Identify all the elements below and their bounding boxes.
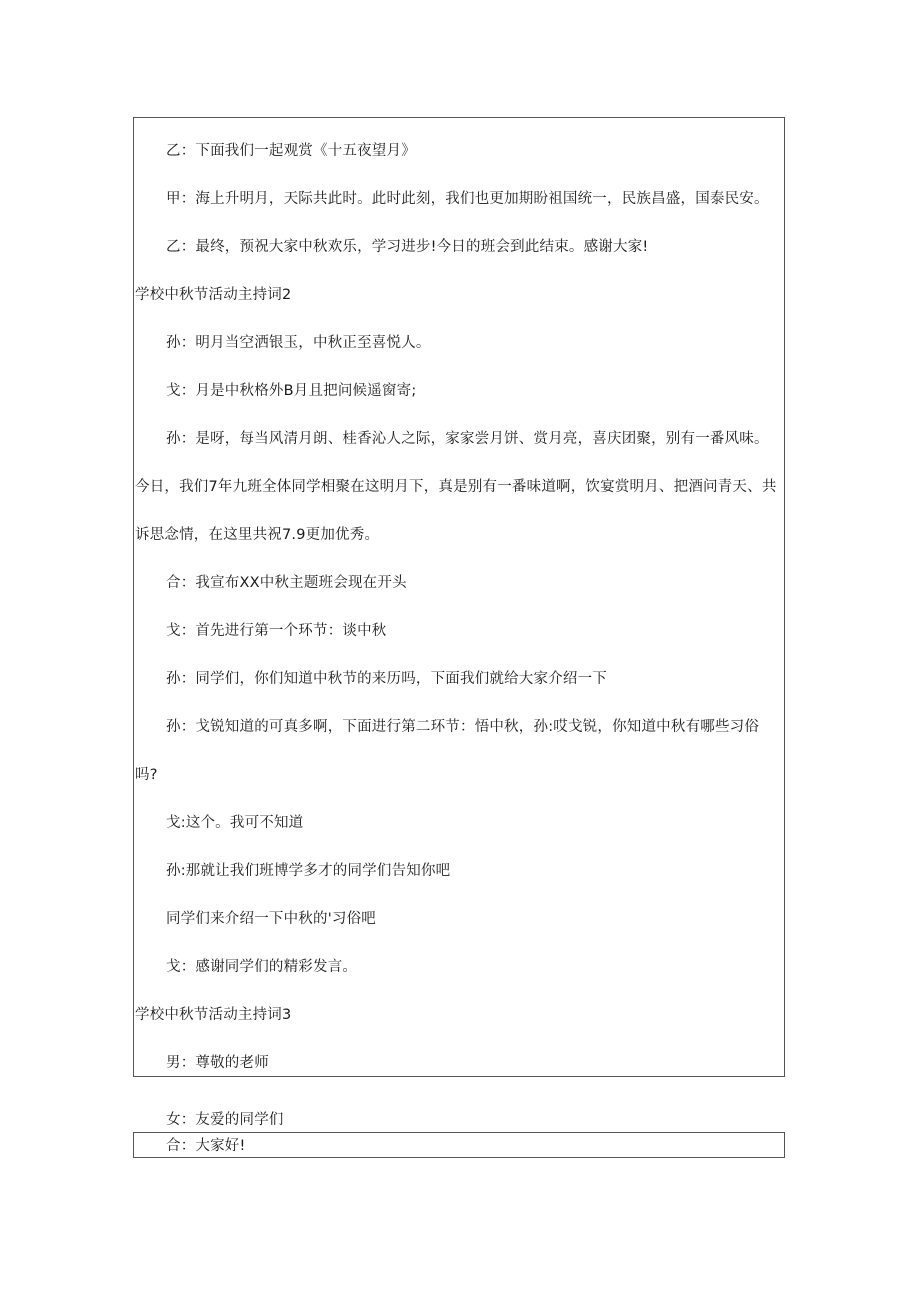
dialogue-line: 男：尊敬的老师 bbox=[166, 1055, 269, 1071]
dialogue-line: 戈：感谢同学们的精彩发言。 bbox=[166, 959, 358, 975]
dialogue-line: 合：大家好! bbox=[166, 1138, 246, 1154]
dialogue-line: 乙：最终，预祝大家中秋欢乐，学习进步!今日的班会到此结束。感谢大家! bbox=[166, 239, 649, 255]
dialogue-line: 乙：下面我们一起观赏《十五夜望月》 bbox=[166, 143, 416, 159]
dialogue-line: 戈:这个。我可不知道 bbox=[166, 815, 304, 831]
dialogue-line: 孙：是呀，每当风清月朗、桂香沁人之际，家家尝月饼、赏月亮，喜庆团聚，别有一番风味。 bbox=[166, 431, 769, 447]
dialogue-line: 戈：首先进行第一个环节：谈中秋 bbox=[166, 623, 387, 639]
dialogue-line: 甲：海上升明月，天际共此时。此时此刻，我们也更加期盼祖国统一，民族昌盛，国泰民安。 bbox=[166, 191, 769, 207]
dialogue-line: 女：友爱的同学们 bbox=[166, 1112, 284, 1128]
dialogue-line: 合：我宣布XX中秋主题班会现在开头 bbox=[166, 575, 407, 591]
dialogue-line: 戈：月是中秋格外B月且把问候遥窗寄; bbox=[166, 383, 417, 399]
dialogue-line-continuation: 吗? bbox=[135, 767, 158, 783]
dialogue-line: 孙：明月当空洒银玉，中秋正至喜悦人。 bbox=[166, 335, 431, 351]
section-heading: 学校中秋节活动主持词2 bbox=[135, 287, 292, 303]
dialogue-line: 孙：同学们，你们知道中秋节的来历吗，下面我们就给大家介绍一下 bbox=[166, 671, 607, 687]
table-frame-main bbox=[133, 117, 785, 1077]
dialogue-line-continuation: 诉思念情，在这里共祝7.9更加优秀。 bbox=[135, 527, 380, 543]
dialogue-line: 孙：戈锐知道的可真多啊，下面进行第二环节：悟中秋，孙:哎戈锐，你知道中秋有哪些习俗 bbox=[166, 719, 760, 735]
section-heading: 学校中秋节活动主持词3 bbox=[135, 1007, 292, 1023]
dialogue-line-continuation: 今日，我们7年九班全体同学相聚在这明月下，真是别有一番味道啊，饮宴赏明月、把酒问青天、共 bbox=[135, 479, 777, 495]
dialogue-line: 同学们来介绍一下中秋的'习俗吧 bbox=[166, 911, 376, 927]
dialogue-line: 孙:那就让我们班博学多才的同学们告知你吧 bbox=[166, 863, 451, 879]
